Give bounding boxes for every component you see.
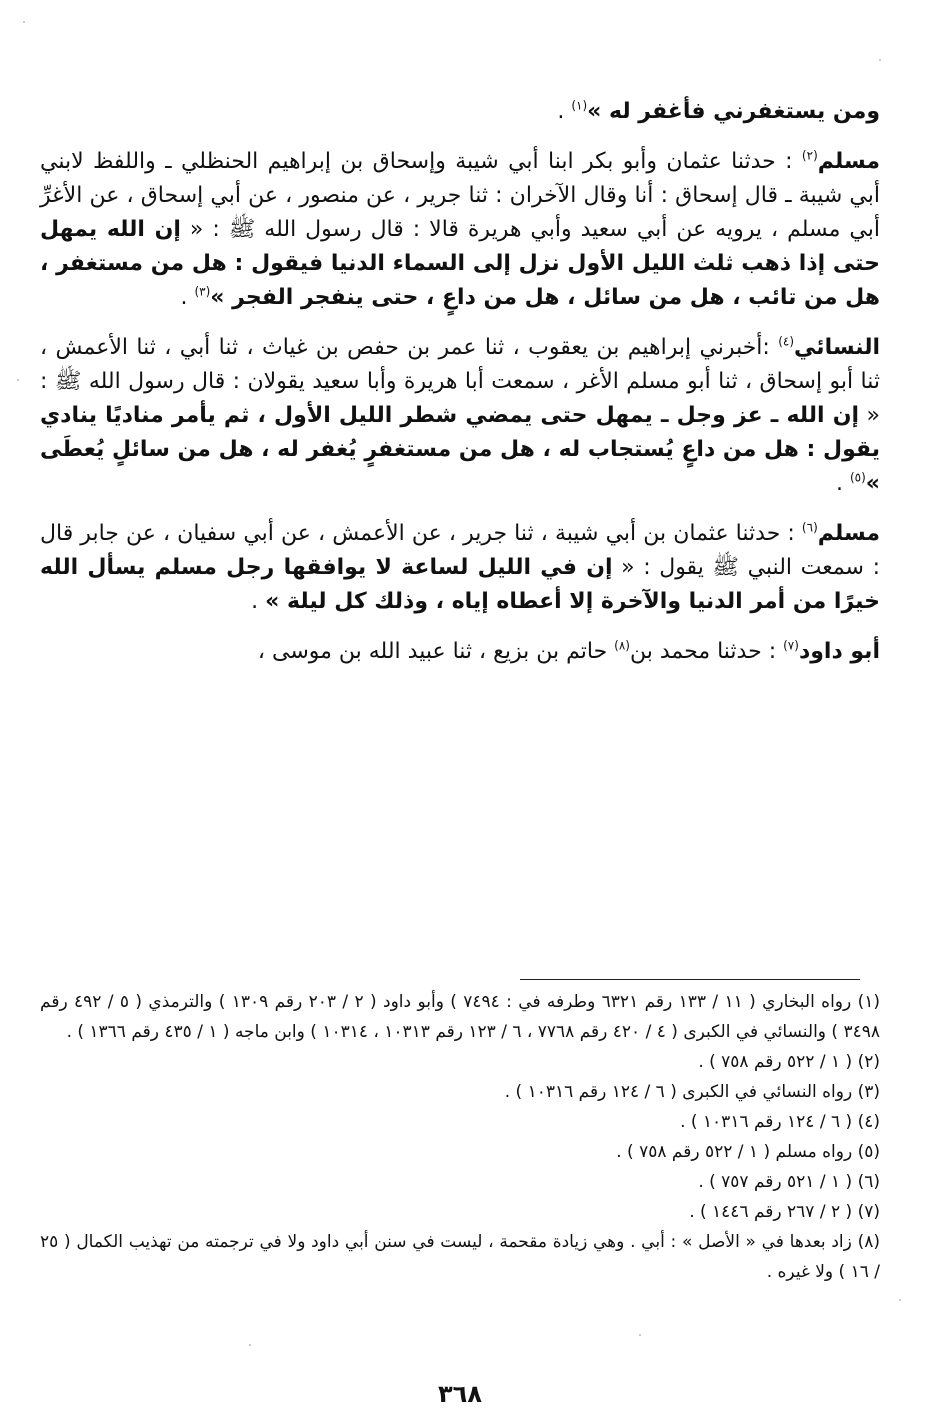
footnote-8: (٨) زاد بعدها في « الأصل » : أبي . وهي زيادة مقحمة ، ليست في سنن أبي داود ولا في ترجمته من تهذيب الكمال ( ٢٥ / ١٦ ) ولا غيره . <box>40 1232 880 1282</box>
source-name: النسائي <box>794 335 880 360</box>
footnote-ref: (١) <box>571 98 588 113</box>
footnote-ref: (٧) <box>783 638 799 653</box>
hadith-text: إن الله يمهل حتى إذا ذهب ثلث الليل الأول نزل إلى السماء الدنيا فيقول : هل من مستغفر ، هل من تائب ، هل من سائل ، هل من داعٍ ، حتى ينفجر الفجر » <box>40 217 880 310</box>
page-number: ٣٦٨ <box>438 1380 482 1408</box>
footnote-ref: (٦) <box>801 520 818 535</box>
book-page <box>40 95 881 1408</box>
source-name: أبو داود <box>798 639 880 664</box>
closing-text: حاتم بن بزيع ، ثنا عبيد الله بن موسى ، <box>257 639 615 664</box>
footnote-2: (٢) ( ١ / ٥٢٢ رقم ٧٥٨ ) . <box>698 1052 880 1072</box>
isnad-text: :أخبرني إبراهيم بن يعقوب ، ثنا عمر بن حفص بن غياث ، ثنا أبي ، ثنا الأعمش ، ثنا أبو إسحاق ، ثنا أبو مسلم الأغر ، سمعت أبا هريرة وأبا سعيد يقولان : قال رسول الله ﷺ : « <box>40 335 881 428</box>
closing-text: . <box>251 589 266 614</box>
footnote-1: (١) رواه البخاري ( ١١ / ١٣٣ رقم ٦٣٢١ وطرفه في : ٧٤٩٤ ) وأبو داود ( ٢ / ٢٠٣ رقم ١٣٠٩ ) والترمذي ( ٥ / ٤٩٢ رقم ٣٤٩٨ ) والنسائي في الكبرى ( ٤ / ٤٢٠ رقم ٧٧٦٨ ، ٦ / ١٢٣ رقم ١٠٣١٣ ، ١٠٣١٤ ) وابن ماجه ( ١ / ٤٣٥ رقم ١٣٦٦ ) . <box>40 992 880 1042</box>
paragraph-2 <box>40 145 880 315</box>
isnad-text: : حدثنا عثمان وأبو بكر ابنا أبي شيبة وإسحاق بن إبراهيم الحنظلي ـ واللفظ لابني أبي شيبة ـ قال إسحاق : أنا وقال الآخران : ثنا جرير ، عن منصور ، عن أبي إسحاق ، عن الأغرِّ أبي مسلم ، يرويه عن أبي سعيد وأبي هريرة قالا : قال رسول الله ﷺ : « <box>40 149 880 242</box>
footnote-ref: (٢) <box>801 148 818 163</box>
hadith-text: إن الله ـ عز وجل ـ يمهل حتى يمضي شطر الليل الأول ، ثم يأمر مناديًا ينادي يقول : هل من داعٍ يُستجاب له ، هل من مستغفرٍ يُغفر له ، هل من سائلٍ يُعطَى » <box>40 403 880 496</box>
footnote-5: (٥) رواه مسلم ( ١ / ٥٢٢ رقم ٧٥٨ ) . <box>616 1142 880 1162</box>
paragraph-5 <box>40 635 880 669</box>
source-name: مسلم <box>817 149 880 174</box>
footnote-separator <box>520 979 860 980</box>
isnad-text: : حدثنا محمد بن <box>629 639 784 664</box>
footnote-ref: (٥) <box>849 470 866 485</box>
isnad-text: : حدثنا عثمان بن أبي شيبة ، ثنا جرير ، عن الأعمش ، عن أبي سفيان ، عن جابر قال : سمعت النبي ﷺ يقول : « <box>40 521 880 580</box>
closing-text: . <box>180 285 195 310</box>
footnote-3: (٣) رواه النسائي في الكبرى ( ٦ / ١٢٤ رقم ١٠٣١٦ ) . <box>504 1082 880 1102</box>
hadith-text: إن في الليل لساعة لا يوافقها رجل مسلم يسأل الله خيرًا من أمر الدنيا والآخرة إلا أعطاه إياه ، وذلك كل ليلة » <box>40 555 880 614</box>
hadith-text: ومن يستغفرني فأغفر له » <box>587 99 880 124</box>
footnote-7: (٧) ( ٢ / ٢٦٧ رقم ١٤٤٦ ) . <box>689 1202 880 1222</box>
main-text <box>40 95 880 669</box>
footnote-4: (٤) ( ٦ / ١٢٤ رقم ١٠٣١٦ ) . <box>680 1112 880 1132</box>
footnote-ref: (٣) <box>194 284 211 299</box>
closing-text: . <box>557 99 572 124</box>
paragraph-3 <box>40 331 880 501</box>
footnotes <box>40 987 880 1287</box>
footnote-6: (٦) ( ١ / ٥٢١ رقم ٧٥٧ ) . <box>698 1172 880 1192</box>
source-name: مسلم <box>817 521 880 546</box>
paragraph-4 <box>40 517 880 619</box>
footnote-ref: (٤) <box>778 334 795 349</box>
paragraph-1 <box>40 95 880 129</box>
footnote-ref: (٨) <box>614 638 630 653</box>
closing-text: . <box>835 471 850 496</box>
